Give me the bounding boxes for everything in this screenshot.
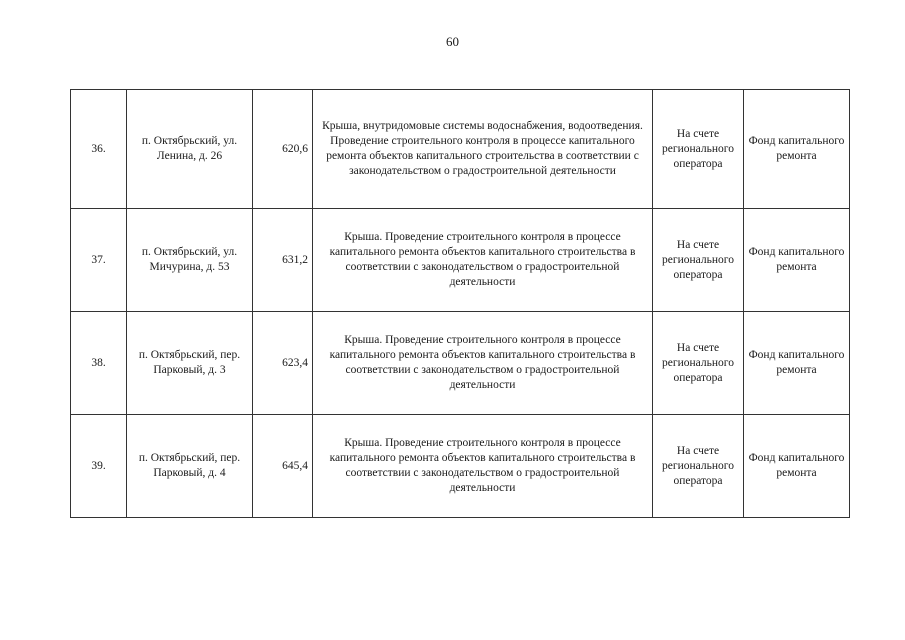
address-cell: п. Октябрьский, ул. Ленина, д. 26 — [127, 90, 253, 209]
account-cell: На счете регионального оператора — [653, 312, 744, 415]
fund-cell: Фонд капитального ремонта — [744, 209, 850, 312]
works-cell: Крыша, внутридомовые системы водоснабжения, водоотведения. Проведение строительного контроля в процессе капитального ремонта объектов капитального строительства в соответствии с законодательством о градостроительной деятельности — [313, 90, 653, 209]
area-cell: 645,4 — [253, 415, 313, 518]
address-cell: п. Октябрьский, пер. Парковый, д. 4 — [127, 415, 253, 518]
table-row — [71, 312, 850, 415]
account-cell: На счете регионального оператора — [653, 415, 744, 518]
page-number: 60 — [446, 34, 459, 49]
table-row — [71, 90, 850, 209]
fund-cell: Фонд капитального ремонта — [744, 415, 850, 518]
row-number: 37. — [71, 209, 127, 312]
address-cell: п. Октябрьский, ул. Мичурина, д. 53 — [127, 209, 253, 312]
address-cell: п. Октябрьский, пер. Парковый, д. 3 — [127, 312, 253, 415]
row-number: 38. — [71, 312, 127, 415]
row-number: 39. — [71, 415, 127, 518]
area-cell: 623,4 — [253, 312, 313, 415]
row-number: 36. — [71, 90, 127, 209]
fund-cell: Фонд капитального ремонта — [744, 312, 850, 415]
works-cell: Крыша. Проведение строительного контроля в процессе капитального ремонта объектов капитального строительства в соответствии с законодательством о градостроительной деятельности — [313, 312, 653, 415]
account-cell: На счете регионального оператора — [653, 209, 744, 312]
area-cell: 631,2 — [253, 209, 313, 312]
repair-schedule-table — [70, 89, 850, 518]
works-cell: Крыша. Проведение строительного контроля в процессе капитального ремонта объектов капитального строительства в соответствии с законодательством о градостроительной деятельности — [313, 209, 653, 312]
works-cell: Крыша. Проведение строительного контроля в процессе капитального ремонта объектов капитального строительства в соответствии с законодательством о градостроительной деятельности — [313, 415, 653, 518]
table-row — [71, 209, 850, 312]
fund-cell: Фонд капитального ремонта — [744, 90, 850, 209]
table-row — [71, 415, 850, 518]
area-cell: 620,6 — [253, 90, 313, 209]
account-cell: На счете регионального оператора — [653, 90, 744, 209]
